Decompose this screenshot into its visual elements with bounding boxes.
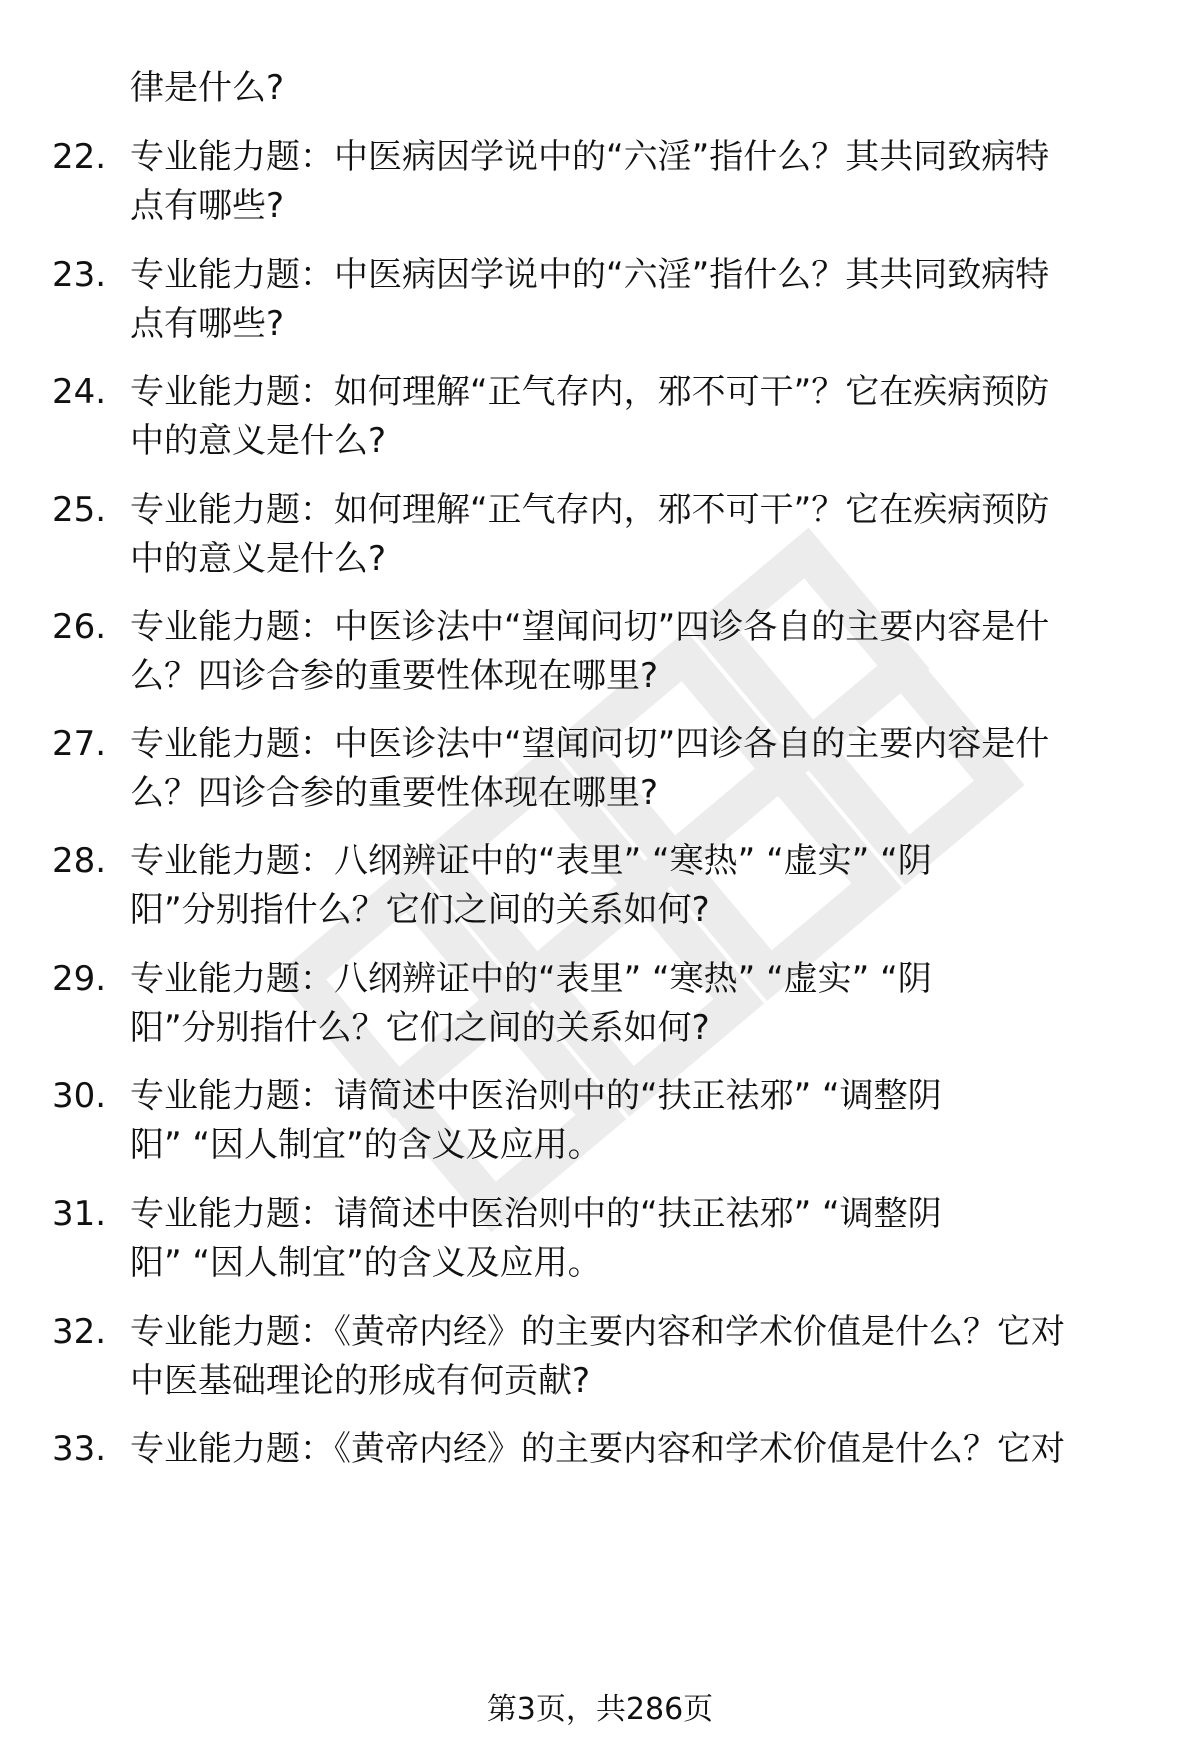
question-line-2: 点有哪些?	[130, 304, 285, 344]
question-line-1: 专业能力题：中医病因学说中的“六淫”指什么？其共同致病特	[130, 137, 1050, 177]
question-line-2: 么？四诊合参的重要性体现在哪里?	[130, 656, 659, 696]
continuation-line: 律是什么?	[130, 68, 285, 108]
question-item-26	[52, 601, 1152, 711]
question-line-1: 专业能力题：请简述中医治则中的“扶正祛邪” “调整阴	[130, 1076, 942, 1116]
question-number: 28.	[52, 841, 107, 881]
question-line-1: 专业能力题：中医诊法中“望闻问切”四诊各自的主要内容是什	[130, 607, 1050, 647]
question-item-28	[52, 835, 1152, 945]
question-line-1: 专业能力题：如何理解“正气存内，邪不可干”？它在疾病预防	[130, 372, 1050, 412]
question-line-1: 专业能力题：中医诊法中“望闻问切”四诊各自的主要内容是什	[130, 724, 1050, 764]
question-number: 27.	[52, 724, 107, 764]
question-number: 33.	[52, 1429, 107, 1469]
question-item-33	[52, 1423, 1152, 1533]
question-item-31	[52, 1188, 1152, 1298]
question-line-2: 阳”分别指什么？它们之间的关系如何?	[130, 1008, 710, 1048]
question-number: 30.	[52, 1076, 107, 1116]
question-number: 31.	[52, 1194, 107, 1234]
question-line-1: 专业能力题：如何理解“正气存内，邪不可干”？它在疾病预防	[130, 490, 1050, 530]
question-number: 23.	[52, 255, 107, 295]
question-line-2: 么？四诊合参的重要性体现在哪里?	[130, 773, 659, 813]
question-line-1: 专业能力题：请简述中医治则中的“扶正祛邪” “调整阴	[130, 1194, 942, 1234]
question-item-24	[52, 366, 1152, 476]
question-line-2: 中的意义是什么?	[130, 421, 387, 461]
question-number: 22.	[52, 137, 107, 177]
page-footer: 第3页，共286页	[486, 1692, 714, 1727]
question-item-29	[52, 953, 1152, 1063]
question-number: 26.	[52, 607, 107, 647]
question-number: 29.	[52, 959, 107, 999]
question-line-1: 专业能力题：八纲辨证中的“表里” “寒热” “虚实” “阴	[130, 841, 932, 881]
question-line-2: 阳”分别指什么？它们之间的关系如何?	[130, 890, 710, 930]
question-line-2: 阳” “因人制宜”的含义及应用。	[130, 1125, 602, 1165]
question-item-25	[52, 484, 1152, 594]
question-number: 24.	[52, 372, 107, 412]
question-item-32	[52, 1306, 1152, 1416]
question-line-2: 中医基础理论的形成有何贡献?	[130, 1361, 591, 1401]
question-number: 25.	[52, 490, 107, 530]
question-line-2: 中的意义是什么?	[130, 539, 387, 579]
question-line-2: 阳” “因人制宜”的含义及应用。	[130, 1243, 602, 1283]
question-line-1: 专业能力题：《黄帝内经》的主要内容和学术价值是什么？它对	[130, 1429, 1065, 1469]
question-line-1: 专业能力题：中医病因学说中的“六淫”指什么？其共同致病特	[130, 255, 1050, 295]
question-line-2: 点有哪些?	[130, 186, 285, 226]
question-item-30	[52, 1070, 1152, 1180]
question-line-1: 专业能力题：八纲辨证中的“表里” “寒热” “虚实” “阴	[130, 959, 932, 999]
question-item-23	[52, 249, 1152, 359]
question-line-1: 专业能力题：《黄帝内经》的主要内容和学术价值是什么？它对	[130, 1312, 1065, 1352]
question-number: 32.	[52, 1312, 107, 1352]
question-item-27	[52, 718, 1152, 828]
question-item-22	[52, 131, 1152, 241]
